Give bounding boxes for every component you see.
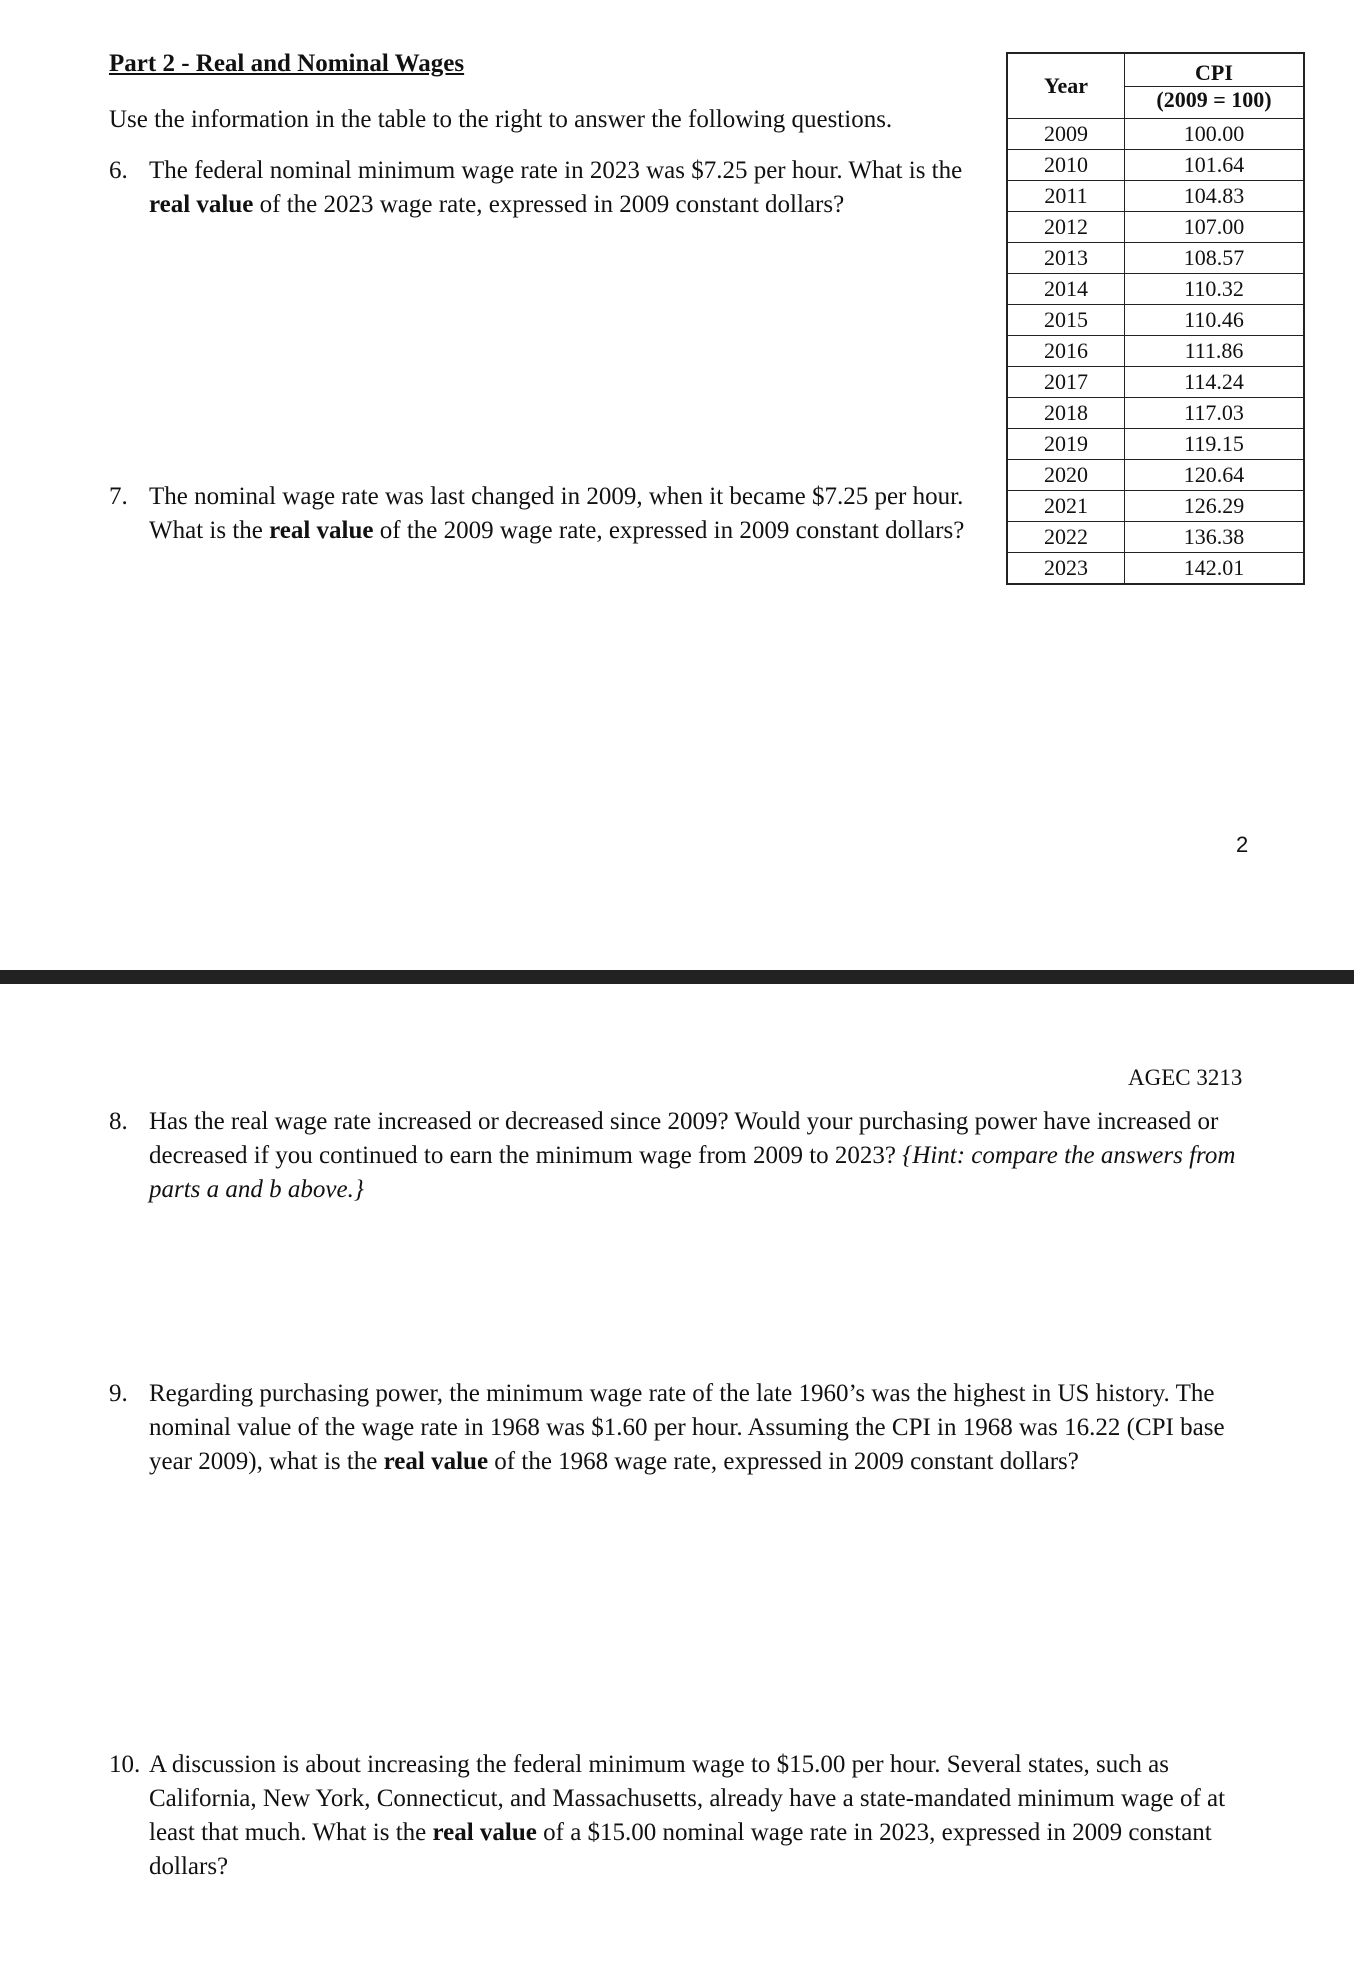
cell-year: 2009 xyxy=(1007,119,1125,150)
question-9 xyxy=(109,1377,1249,1479)
cpi-table-row xyxy=(1007,429,1304,460)
cell-cpi: 110.46 xyxy=(1125,305,1305,336)
cpi-table-row xyxy=(1007,398,1304,429)
question-10-text xyxy=(149,1748,1249,1884)
question-7 xyxy=(109,480,989,548)
cpi-table-row xyxy=(1007,181,1304,212)
cpi-table-row xyxy=(1007,553,1304,585)
cell-year: 2020 xyxy=(1007,460,1125,491)
cpi-table-row xyxy=(1007,150,1304,181)
question-10-number: 10. xyxy=(109,1751,141,1778)
question-6-post: of the 2023 wage rate, expressed in 2009 constant dollars? xyxy=(253,191,845,218)
question-7-post: of the 2009 wage rate, expressed in 2009 constant dollars? xyxy=(373,517,965,544)
cell-year: 2015 xyxy=(1007,305,1125,336)
question-7-text xyxy=(149,480,989,548)
cell-cpi: 104.83 xyxy=(1125,181,1305,212)
cell-year: 2011 xyxy=(1007,181,1125,212)
question-10-bold: real value xyxy=(432,1819,537,1846)
question-6-pre: The federal nominal minimum wage rate in 2023 was $7.25 per hour. What is the xyxy=(149,157,963,184)
question-10 xyxy=(109,1748,1249,1884)
cpi-table-row xyxy=(1007,119,1304,150)
cell-cpi: 111.86 xyxy=(1125,336,1305,367)
cpi-table-row xyxy=(1007,522,1304,553)
question-8-hint: {Hint: compare the answers from parts a and b above.} xyxy=(149,1142,1236,1203)
cpi-table-row xyxy=(1007,367,1304,398)
cell-year: 2021 xyxy=(1007,491,1125,522)
cpi-table-body xyxy=(1007,119,1304,585)
cell-cpi: 136.38 xyxy=(1125,522,1305,553)
cell-cpi: 120.64 xyxy=(1125,460,1305,491)
cell-year: 2019 xyxy=(1007,429,1125,460)
cell-year: 2018 xyxy=(1007,398,1125,429)
question-8 xyxy=(109,1105,1239,1207)
cell-cpi: 108.57 xyxy=(1125,243,1305,274)
course-code: AGEC 3213 xyxy=(1128,1065,1243,1090)
cell-year: 2014 xyxy=(1007,274,1125,305)
question-8-number: 8. xyxy=(109,1108,128,1135)
question-10-post: of a $15.00 nominal wage rate in 2023, expressed in 2009 constant dollars? xyxy=(149,1819,1212,1880)
cell-cpi: 142.01 xyxy=(1125,553,1305,585)
header-cpi xyxy=(1125,53,1305,119)
question-9-post: of the 1968 wage rate, expressed in 2009 constant dollars? xyxy=(488,1448,1079,1475)
cpi-table-row xyxy=(1007,274,1304,305)
question-6 xyxy=(109,154,989,222)
question-9-number: 9. xyxy=(109,1380,128,1407)
cell-year: 2022 xyxy=(1007,522,1125,553)
header-year: Year xyxy=(1007,53,1125,119)
question-6-text xyxy=(149,154,989,222)
question-7-bold: real value xyxy=(269,517,374,544)
cpi-table-row xyxy=(1007,491,1304,522)
part-title: Part 2 - Real and Nominal Wages xyxy=(109,50,465,77)
cell-cpi: 101.64 xyxy=(1125,150,1305,181)
cell-year: 2023 xyxy=(1007,553,1125,585)
question-8-main: Has the real wage rate increased or decreased since 2009? Would your purchasing power have increased or decreased if you continued to earn the minimum wage from 2009 to 2023? xyxy=(149,1108,1219,1169)
cell-year: 2016 xyxy=(1007,336,1125,367)
cell-cpi: 117.03 xyxy=(1125,398,1305,429)
cell-year: 2010 xyxy=(1007,150,1125,181)
cell-cpi: 119.15 xyxy=(1125,429,1305,460)
header-cpi-line1: CPI xyxy=(1195,59,1233,85)
cell-cpi: 107.00 xyxy=(1125,212,1305,243)
page-divider xyxy=(0,970,1354,984)
intro-text: Use the information in the table to the right to answer the following questions. xyxy=(109,106,893,133)
page-number: 2 xyxy=(1236,832,1249,857)
cpi-table-row xyxy=(1007,212,1304,243)
question-9-bold: real value xyxy=(383,1448,489,1475)
cell-year: 2012 xyxy=(1007,212,1125,243)
cpi-table-header xyxy=(1007,53,1304,119)
cell-cpi: 100.00 xyxy=(1125,119,1305,150)
question-7-number: 7. xyxy=(109,483,128,510)
cell-cpi: 114.24 xyxy=(1125,367,1305,398)
question-6-number: 6. xyxy=(109,157,128,184)
cpi-table xyxy=(1006,52,1305,585)
header-cpi-line2: (2009 = 100) xyxy=(1125,86,1303,113)
cell-cpi: 110.32 xyxy=(1125,274,1305,305)
question-9-text xyxy=(149,1377,1249,1479)
question-10-pre: A discussion is about increasing the federal minimum wage to $15.00 per hour. Several states, such as California, New York, Connecticut, and Massachusetts, already have a state-mandated minimum wage of at least that much. What is the xyxy=(149,1751,1226,1846)
cpi-table-row xyxy=(1007,460,1304,491)
cell-year: 2017 xyxy=(1007,367,1125,398)
question-7-pre: The nominal wage rate was last changed in 2009, when it became $7.25 per hour. What is the xyxy=(149,483,964,544)
question-6-bold: real value xyxy=(149,191,254,218)
cpi-table-row xyxy=(1007,305,1304,336)
question-9-pre: Regarding purchasing power, the minimum wage rate of the late 1960’s was the highest in US history. The nominal value of the wage rate in 1968 was $1.60 per hour. Assuming the CPI in 1968 was 16.22 (CPI base year 2009), what is the xyxy=(149,1380,1225,1475)
question-8-text xyxy=(149,1105,1239,1207)
cell-cpi: 126.29 xyxy=(1125,491,1305,522)
cpi-table-row xyxy=(1007,243,1304,274)
cell-year: 2013 xyxy=(1007,243,1125,274)
cpi-table-row xyxy=(1007,336,1304,367)
